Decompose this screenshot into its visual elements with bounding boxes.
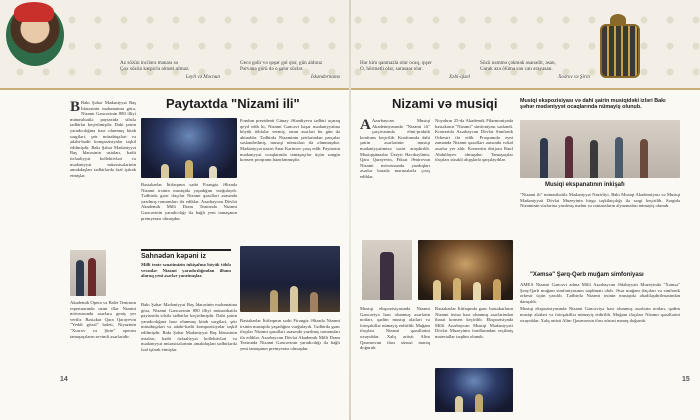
- left-column-2: Fondun prezidenti Günay Əfəndiyeva tədbiri açaraq qeyd edib ki, Nizami Gəncəvi bəşər mədəniyyətinə böyük töhfələr vermiş, onun əsərləri bu gün də aktualdır. Tədbirdə Nizaminin şeirlərindən parçalar səsləndirilmiş, musiqi nömrələri ifa olunmuşdur. Mədəniyyət naziri Anar Kərimov çıxış edib. Paytaxtın mədəniyyət ocaqlarında tamaşaçılar üçün zəngin konsert proqramı hazırlanmışdır.: [240, 118, 340, 163]
- sidebar-text-2: AMEA Nizami Gəncəvi adına Milli Azərbaycan Ədəbiyyatı Muzeyində "Xəmsə" Şərq-Qərb muğam simfoniyasının təqdimatı olub. Əsər muğam ifaçıları və simfonik orkestr üçün yazılıb. Tədbirdə Nizami irsinin musiqidə əbədiləşdirilməsindən danışılıb. Musiqi ekspozisiyasında Nizami Gəncəviyə həsr olunmuş əsərlərin notları, qədim musiqi alətləri və fotoşəkillər nümayiş etdirilib. Muğam ifaçıları Nizami qəzəllərini oxuyublar. Xalq artisti Alim Qasımovun ifası xüsusi maraq doğurub.: [520, 282, 680, 323]
- verse-4: Sözü nəmmə çəkmək əsanədir, əsan, Gərək əzə ölümə sən can ərəyasan. Xosrov və Şirin: [480, 60, 590, 80]
- left-column-5: Bəstəkarlar İttifaqının sədri Firəngiz Əlizadə Nizami irsinin musiqidə yaşadığını vurğulayıb. Tədbirdə gənc ifaçılar Nizami qəzəlləri əsasında yazılmış romansları ifa ediblər. Azərbaycan Dövlət Akademik Milli Dram Teatrında Nizami Gəncəvinin yaradıcılığı ilə bağlı yeni tamaşanın premyerası olmuşdur.: [240, 318, 340, 351]
- left-column-4: Bakı Şəhər Mədəniyyət Baş İdarəsinin məlumatına görə, Nizami Gəncəvinin 880 illiyi münasibətilə paytaxtda silsilə tədbirlər keçirilmişdir. Dahi şairin yaradıcılığına həsr olunmuş kitab sərgiləri, şeir müsabiqələri və ədəbi-bədii kompozisiyalar təşkil edilmişdir. Bakı Şəhər Mədəniyyət Baş İdarəsinin ustaları, bədii özfəaliyyət kollektivləri və mədəniyyət müəssisələrinin əməkdaşları tədbirlərdə fəal iştirak etmişlər.: [141, 302, 237, 352]
- info-box-title: Sahnədən kəpəni iz: [141, 253, 206, 260]
- performer-figure: [310, 292, 318, 312]
- drop-cap: B: [70, 100, 81, 115]
- sidebar-tagline: Musiqi ekspozisiyası və dahi şairin musiqidəki izləri Bakı şəhər mədəniyyət ocaqlarında nümayiş olunub.: [520, 98, 666, 111]
- ensemble-figure: [455, 396, 463, 412]
- left-column-2b: Bəstəkarlar İttifaqının sədri Firəngiz Əlizadə Nizami irsinin musiqidə yaşadığını vurğulayıb. Tədbirdə gənc ifaçılar Nizami qəzəlləri əsasında yazılmış romansları ifa ediblər. Azərbaycan Dövlət Akademik Milli Dram Teatrında Nizami Gəncəvinin yaradıcılığı ilə bağlı yeni tamaşanın premyerası olmuşdur.: [141, 182, 237, 221]
- sidebar-text-1: "Nizami ili" münasibətilə Mədəniyyət Nazirliyi, Bakı Musiqi Akademiyası və Musiqi Mədəniyyəti Dövlət Muzeyinin birgə təşkilatçılığı ilə sərgi keçirilib. Sərgidə Nizaminin sözlərinə yazılmış mahnı və romansların əlyazmaları nümayiş olunub.: [520, 192, 680, 209]
- sidebar-subhead-2: "Xəmsə" Şərq-Qərb muğam simfoniyası: [530, 272, 644, 278]
- page-number-left: 14: [60, 376, 68, 383]
- stage-figure: [185, 160, 193, 178]
- photo-concert-hall: [240, 246, 340, 312]
- musician-figure: [473, 282, 481, 300]
- person-figure: [380, 252, 394, 300]
- page-number-right: 15: [682, 376, 690, 383]
- ensemble-figure: [475, 394, 483, 412]
- person-figure: [540, 138, 548, 178]
- photo-portrait-right: [362, 240, 412, 300]
- person-figure: [565, 136, 573, 178]
- left-headline: Paytaxtda "Nizami ili": [166, 96, 300, 111]
- person-figure: [615, 137, 623, 178]
- right-column-3: Musiqi ekspozisiyasında Nizami Gəncəviyə həsr olunmuş əsərlərin notları, qədim musiqi alətləri və fotoşəkillər nümayiş etdirilib. Muğam ifaçıları Nizami qəzəllərini oxuyublar. Xalq artisti Alim Qasımovun ifası xüsusi maraq doğurub.: [360, 306, 430, 351]
- right-column-1: A Azərbaycan Musiqi Akademiyasında "Nizami ili" çərçivəsində elmi-praktik konfrans keçirilib. Konfransda dahi şairin əsərlərinin musiqi mədəniyyətimizə təsiri araşdırılıb. Musiqişünaslar Üzeyir Hacıbəylinin, Qara Qarayevin, Fikrət Əmirovun Nizami mövzusunda yazdıqları əsərlər barədə məruzələrlə çıxış ediblər.: [360, 118, 430, 179]
- info-box-text: Milli teatr sənətimizin inkişafına böyük töhfə verənlər Nizami yaradıcılığından ilham alaraq yeni əsərlər yaratmışlar.: [141, 262, 231, 279]
- right-headline: Nizami və musiqi: [392, 96, 498, 111]
- right-column-2: Noyabrın 25-də Akademik Filarmoniyada bəstəkarın "Nizami" simfoniyası səsləndi. Konsertdə Azərbaycan Dövlət Simfonik Orkestri ifa edib. Proqramda eyni zamanda Nizami qəzəlləri əsasında vokal əsərlər yer alıb. Konsertin dirijoru Rauf Abdullayev olmuşdur. Tamaşaçılar ifaçıları sürəkli alqışlarla qarşılayıblar.: [435, 118, 513, 163]
- verse-3: Hər kim qanmazla olur ocaq, qışer O, hörmətli olar, sarasaər olar. Xəbi-qizel: [360, 60, 470, 80]
- person-figure: [640, 139, 648, 178]
- musician-figure: [493, 279, 501, 300]
- person-figure: [76, 260, 84, 296]
- photo-music-stage: [418, 240, 513, 300]
- drop-cap: A: [360, 118, 371, 133]
- sidebar-subhead-1: Musiqi ekspanatının inkişafı: [545, 182, 625, 188]
- performer-figure: [270, 290, 278, 312]
- info-box: [141, 249, 231, 301]
- stage-figure: [161, 164, 169, 178]
- verse-2: Gecə gəlir və qəşər gəl qisr, gün aldınız Pərvanə görü də o şalər sözlər. İskəndərnamə: [240, 60, 340, 80]
- lantern-ornament: [600, 24, 640, 78]
- musician-figure: [433, 280, 441, 300]
- page-spine: [349, 0, 351, 420]
- portrait-hat: [14, 2, 54, 22]
- left-column-1: B Bakı Şəhər Mədəniyyət Baş İdarəsinin məlumatına görə, Nizami Gəncəvinin 880 illiyi münasibətilə paytaxtda silsilə tədbirlər keçirilmişdir. Dahi şairin yaradıcılığına həsr olunmuş kitab sərgiləri, şeir müsabiqələri və ədəbi-bədii kompozisiyalar təşkil edilmişdir. Bakı Şəhər Mədəniyyət Baş İdarəsinin ustaları, bədii özfəaliyyət kollektivləri və mədəniyyət müəssisələrinin əməkdaşları tədbirlərdə fəal iştirak etmişlər.: [70, 100, 136, 178]
- performer-figure: [290, 286, 298, 312]
- stage-figure: [209, 166, 217, 178]
- photo-people: [70, 250, 106, 296]
- verse-1: Az sözün incilərə mənası sə Çox sözün kərpiclə əlməti olmaz. Leyli və Məcnun: [120, 60, 220, 80]
- photo-ensemble: [435, 368, 513, 412]
- person-figure: [88, 258, 96, 296]
- photo-exhibition-group: [520, 120, 680, 178]
- musician-figure: [453, 278, 461, 300]
- photo-theatre-stage: [141, 118, 237, 178]
- left-column-3: Akademik Opera və Balet Teatrının repertuarında uzun illər Nizami mövzusunda əsərlərə geniş yer verilir. Bəstəkar Qara Qarayevin "Yeddi gözəl" baleti, Niyazinin "Xosrov və Şirin" operası tamaşaçıların sevimli əsərləridir.: [70, 300, 136, 339]
- right-column-4: Bəstəkarlar İttifaqında gənc bəstəkarların Nizami irsinə həsr olunmuş əsərlərindən ibarət konsert keçirilib. Ekspozisiyada Milli Azərbaycan Musiqi Mədəniyyəti Dövlət Muzeyinin fondlarından seçilmiş materiallar təqdim olunub.: [435, 306, 513, 339]
- person-figure: [590, 140, 598, 178]
